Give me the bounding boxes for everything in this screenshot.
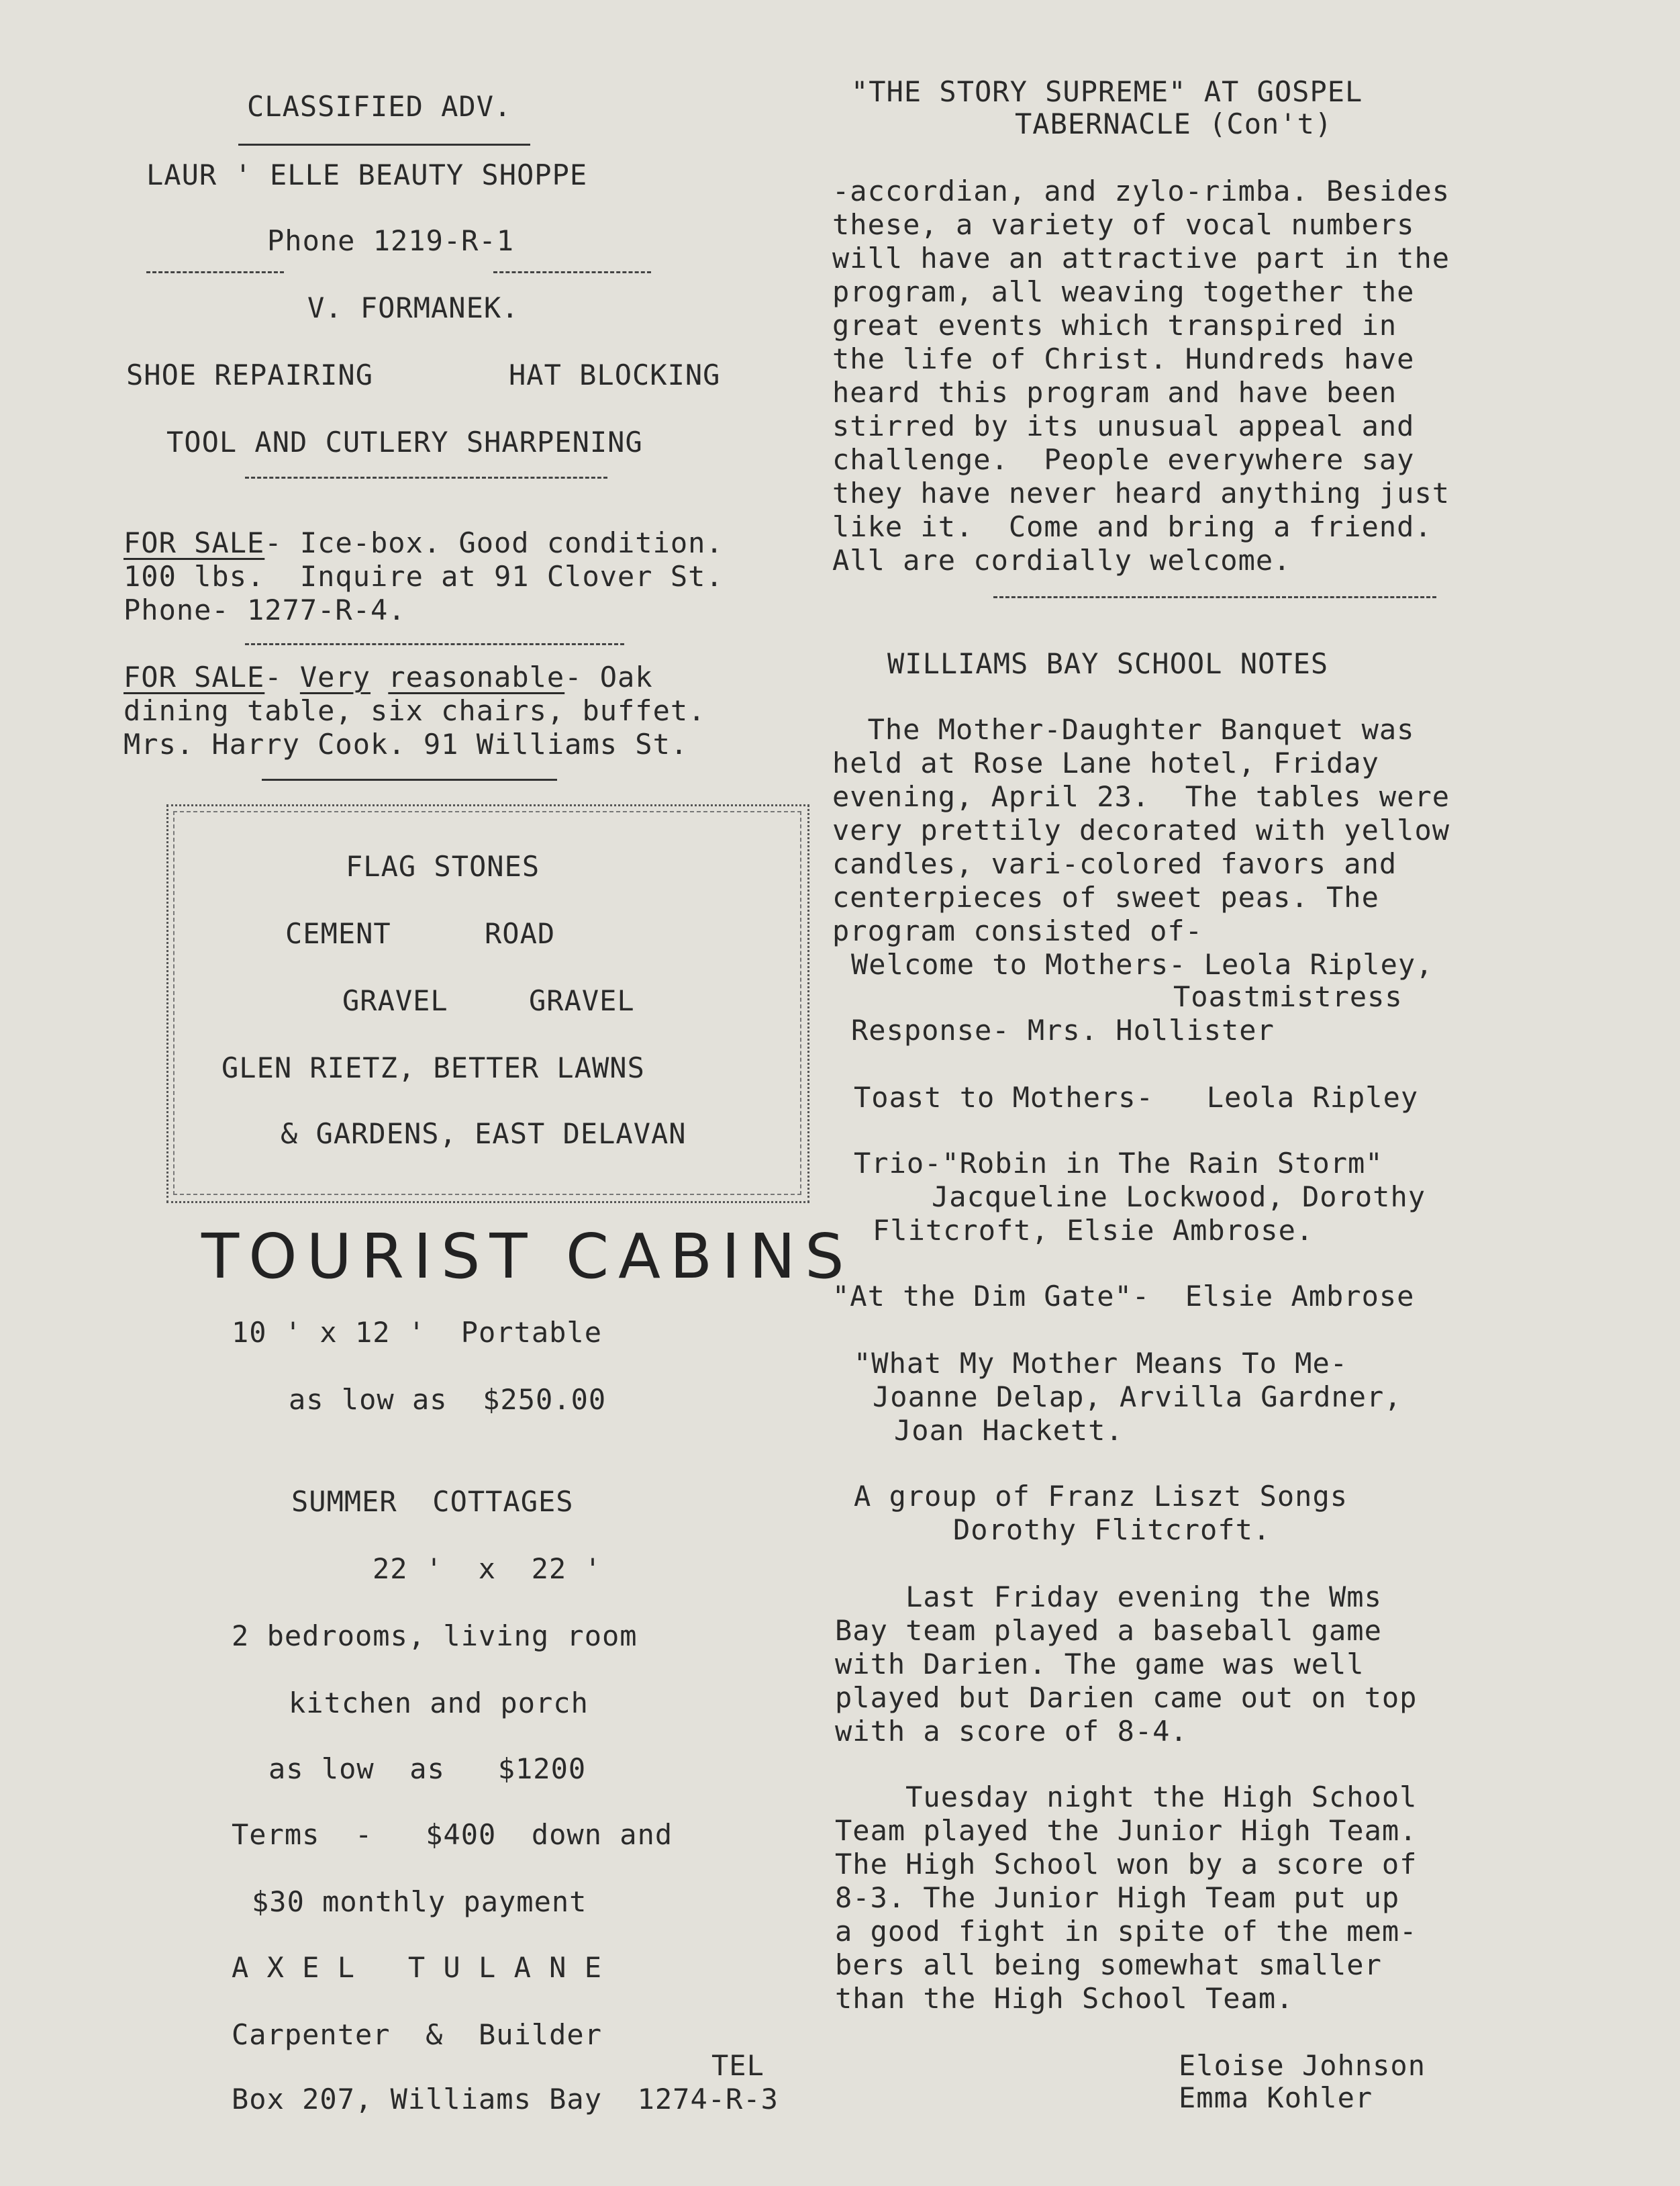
program-response: Response- Mrs. Hollister [851,1014,1275,1047]
beauty-shoppe-name: LAUR ' ELLE BEAUTY SHOPPE [146,158,588,191]
cottage-price: as low as $1200 [268,1752,587,1785]
axel-tulane: A X E L T U L A N E [232,1951,603,1984]
program-mother-means-line3: Joan Hackett. [894,1414,1124,1447]
tool-sharpening: TOOL AND CUTLERY SHARPENING [166,426,643,459]
tourist-cabins-heading: TOURIST CABINS [201,1221,854,1292]
banquet-line: held at Rose Lane hotel, Friday [832,747,1379,779]
story-continuation [832,175,1450,577]
baseball-line: Last Friday evening the Wms [835,1580,1382,1613]
glen-rietz-line1: GLEN RIETZ, BETTER LAWNS [221,1051,645,1084]
highschool-line: Team played the Junior High Team. [835,1814,1418,1847]
program-toastmistress: Toastmistress [1173,980,1403,1013]
signature-emma: Emma Kohler [1179,2081,1373,2114]
divider [493,271,651,273]
for-sale-oak-line3: Mrs. Harry Cook. 91 Williams St. [123,728,689,761]
divider [262,779,557,781]
story-line: they have never heard anything just [832,477,1450,510]
signature-eloise: Eloise Johnson [1179,2049,1426,2082]
tel-label: TEL [711,2049,764,2082]
terms: Terms - $400 down and [232,1818,673,1851]
banquet-line: very prettily decorated with yellow [832,814,1450,847]
for-sale-oak-line1 [123,661,653,694]
story-line: challenge. People everywhere say [832,443,1415,476]
divider [238,144,530,146]
story-line: -accordian, and zylo-rimba. Besides [832,175,1450,207]
story-title-line2: TABERNACLE (Con't) [1015,107,1333,140]
monthly-payment: $30 monthly payment [252,1885,587,1918]
highschool-line: The High School won by a score of [835,1848,1418,1881]
road: ROAD [485,917,556,950]
cabin-size: 10 ' x 12 ' Portable [232,1316,603,1349]
banquet-line: evening, April 23. The tables were [832,780,1450,813]
divider [146,271,284,273]
program-mother-means-line1: "What My Mother Means To Me- [854,1347,1348,1380]
for-sale-label: FOR SALE [123,661,265,694]
story-title-line1: "THE STORY SUPREME" AT GOSPEL [851,75,1363,108]
classified-title: CLASSIFIED ADV. [247,90,512,123]
school-notes-title: WILLIAMS BAY SCHOOL NOTES [887,647,1329,680]
oak-word: - Oak [564,661,653,694]
program-mother-means-line2: Joanne Delap, Arvilla Gardner, [873,1380,1402,1413]
for-sale-icebox-line3: Phone- 1277-R-4. [123,593,406,626]
program-dim-gate: "At the Dim Gate"- Elsie Ambrose [832,1280,1415,1313]
cottage-kitchen: kitchen and porch [289,1686,589,1719]
highschool-line: bers all being somewhat smaller [835,1948,1382,1981]
shoe-repairing: SHOE REPAIRING [126,359,374,391]
hat-blocking: HAT BLOCKING [509,359,721,391]
highschool-line: than the High School Team. [835,1982,1294,2015]
gravel-2: GRAVEL [529,984,635,1017]
banquet-line: centerpieces of sweet peas. The [832,881,1379,914]
program-trio-line3: Flitcroft, Elsie Ambrose. [873,1214,1314,1247]
beauty-shoppe-phone: Phone 1219-R-1 [267,224,515,257]
divider [245,643,624,645]
program-welcome: Welcome to Mothers- Leola Ripley, [851,948,1434,981]
glen-rietz-line2: & GARDENS, EAST DELAVAN [281,1117,687,1150]
baseball-line: played but Darien came out on top [835,1681,1418,1714]
cottage-size: 22 ' x 22 ' [373,1552,602,1585]
banquet-line: candles, vari-colored favors and [832,847,1397,880]
separator: - [264,661,300,694]
program-liszt-line1: A group of Franz Liszt Songs [854,1480,1348,1513]
for-sale-oak-line2: dining table, six chairs, buffet. [123,694,706,727]
story-line: like it. Come and bring a friend. [832,510,1432,543]
banquet-line: The Mother-Daughter Banquet was [832,713,1415,746]
highschool-line: a good fight in spite of the mem- [835,1915,1418,1948]
divider [245,477,607,479]
story-line: these, a variety of vocal numbers [832,208,1415,241]
story-line: will have an attractive part in the [832,242,1450,275]
box-address: Box 207, Williams Bay 1274-R-3 [232,2083,779,2116]
banquet-line: program consisted of- [832,914,1203,947]
highschool-paragraph [835,1780,1417,2015]
baseball-line: with a score of 8-4. [835,1715,1188,1748]
flag-stones: FLAG STONES [346,850,540,883]
baseball-paragraph [835,1580,1417,1748]
for-sale-text: - Ice-box. Good condition. [264,526,724,559]
baseball-line: with Darien. The game was well [835,1648,1365,1680]
banquet-paragraph [832,713,1450,948]
divider [993,596,1436,598]
for-sale-icebox-line2: 100 lbs. Inquire at 91 Clover St. [123,560,724,593]
story-line: the life of Christ. Hundreds have [832,342,1415,375]
highschool-line: 8-3. The Junior High Team put up [835,1881,1400,1914]
story-line: All are cordially welcome. [832,544,1291,577]
story-line: heard this program and have been [832,376,1397,409]
program-liszt-line2: Dorothy Flitcroft. [953,1513,1271,1546]
summer-cottages: SUMMER COTTAGES [291,1485,574,1518]
for-sale-label: FOR SALE [123,526,265,559]
story-line: program, all weaving together the [832,275,1415,308]
story-line: stirred by its unusual appeal and [832,410,1415,442]
program-trio-line1: Trio-"Robin in The Rain Storm" [854,1147,1383,1180]
carpenter-builder: Carpenter & Builder [232,2018,603,2051]
baseball-line: Bay team played a baseball game [835,1614,1382,1647]
program-toast: Toast to Mothers- Leola Ripley [854,1081,1419,1114]
cement: CEMENT [285,917,391,950]
cottage-rooms: 2 bedrooms, living room [232,1619,638,1652]
highschool-line: Tuesday night the High School [835,1780,1418,1813]
very-word: Very [299,661,371,694]
for-sale-icebox-line1 [123,526,724,560]
story-line: great events which transpired in [832,309,1397,342]
gravel-1: GRAVEL [342,984,448,1017]
cabin-price: as low as $250.00 [289,1383,607,1416]
reasonable-word: reasonable [388,661,565,694]
program-trio-line2: Jacqueline Lockwood, Dorothy [932,1180,1426,1213]
formanek-name: V. FORMANEK. [307,291,520,324]
